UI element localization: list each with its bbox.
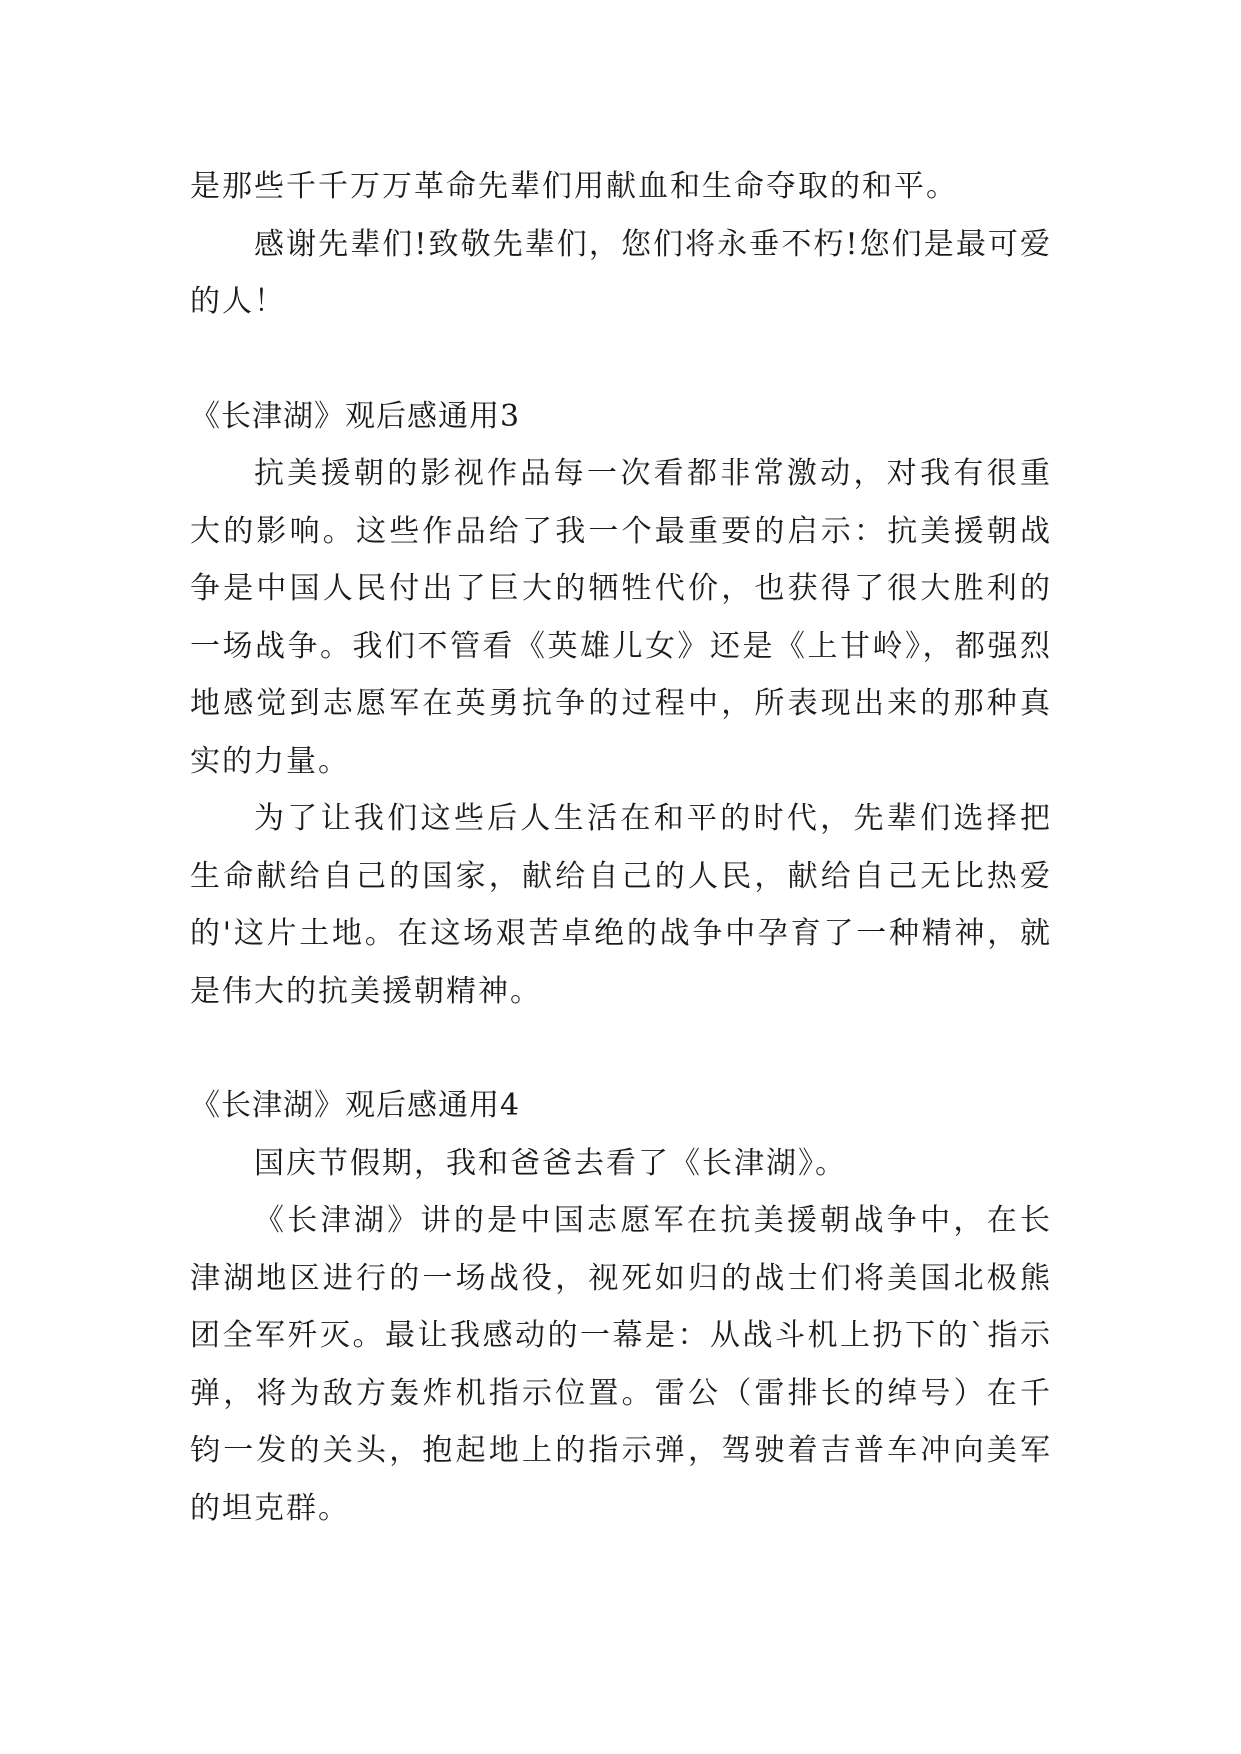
paragraph: 抗美援朝的影视作品每一次看都非常激动，对我有很重大的影响。这些作品给了我一个最重要的启示：抗美援朝战争是中国人民付出了巨大的牺牲代价，也获得了很大胜利的一场战争。我们不管看《英雄儿女》还是《上甘岭》，都强烈地感觉到志愿军在英勇抗争的过程中，所表现出来的那种真实的力量。 bbox=[190, 456, 1052, 779]
section-heading: 《长津湖》观后感通用3 bbox=[190, 398, 521, 434]
paragraph: 为了让我们这些后人生活在和平的时代，先辈们选择把生命献给自己的国家，献给自己的人民，献给自己无比热爱的'这片土地。在这场艰苦卓绝的战争中孕育了一种精神，就是伟大的抗美援朝精神。 bbox=[190, 801, 1052, 1009]
paragraph: 是那些千千万万革命先辈们用献血和生命夺取的和平。 bbox=[190, 169, 958, 204]
paragraph: 《长津湖》讲的是中国志愿军在抗美援朝战争中，在长津湖地区进行的一场战役，视死如归的战士们将美国北极熊团全军歼灭。最让我感动的一幕是：从战斗机上扔下的`指示弹，将为敌方轰炸机指示位置。雷公（雷排长的绰号）在千钧一发的关头，抱起地上的指示弹，驾驶着吉普车冲向美军的坦克群。 bbox=[190, 1203, 1052, 1526]
paragraph: 感谢先辈们!致敬先辈们，您们将永垂不朽!您们是最可爱的人！ bbox=[190, 226, 1052, 319]
paragraph: 国庆节假期，我和爸爸去看了《长津湖》。 bbox=[254, 1145, 847, 1181]
document-page bbox=[190, 158, 1052, 1537]
section-heading: 《长津湖》观后感通用4 bbox=[190, 1088, 521, 1123]
